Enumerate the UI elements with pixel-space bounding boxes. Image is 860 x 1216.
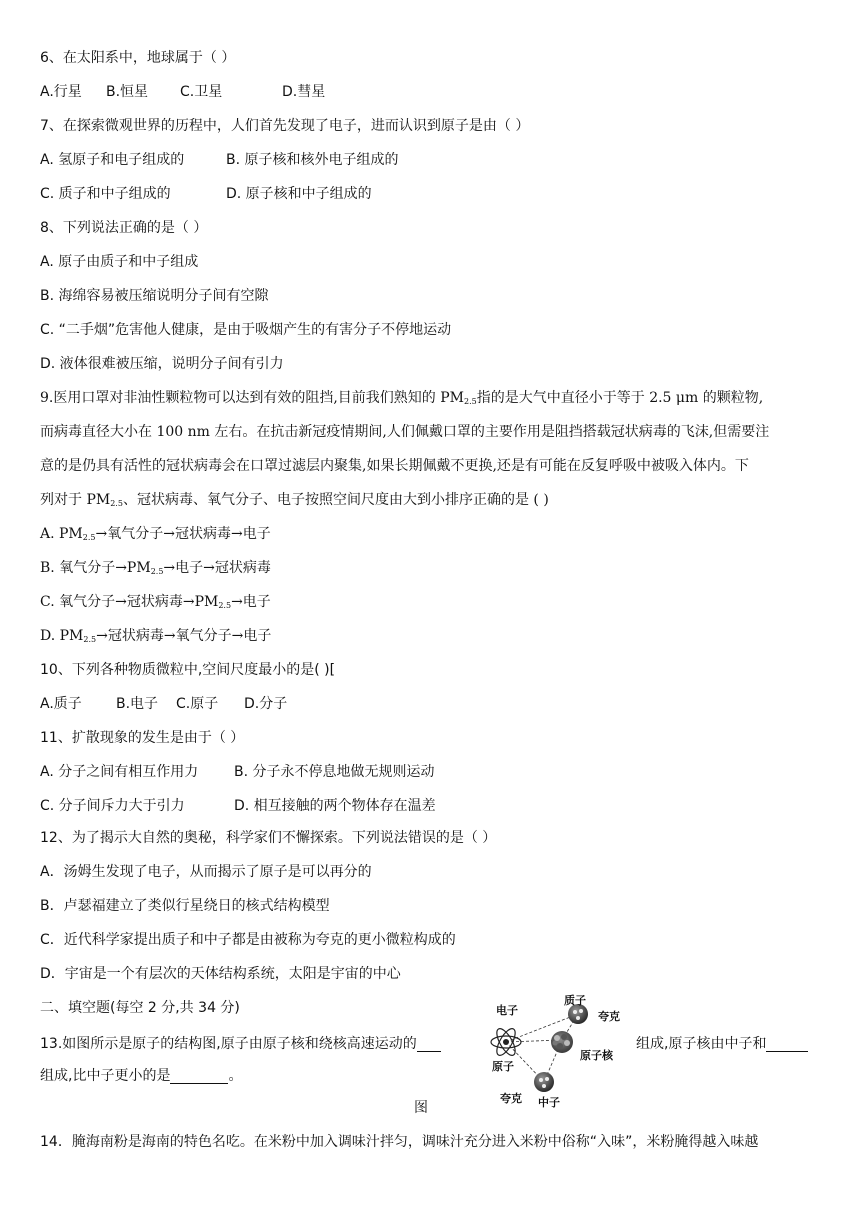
label-neutron: 中子 [538, 1096, 560, 1109]
q9-option-c-text: C. 氧气分子→冠状病毒→PM [40, 594, 219, 610]
q9-option-b-text: B. 氧气分子→PM [40, 560, 151, 576]
q6-stem: 6、在太阳系中，地球属于（ ） [40, 50, 236, 66]
neutron-icon [534, 1072, 554, 1092]
figure-caption: 图 [414, 1100, 428, 1116]
q6-option-b: B.恒星 [106, 84, 149, 100]
q13-line-2 [40, 1066, 242, 1086]
q6-option-d: D.彗星 [282, 84, 326, 100]
q11-option-b: B. 分子永不停息地做无规则运动 [234, 764, 435, 780]
q9-option-d [40, 626, 271, 646]
q11-option-d: D. 相互接触的两个物体存在温差 [234, 798, 436, 814]
q9-option-b-rest: →电子→冠状病毒 [163, 560, 271, 576]
q9-option-a-rest: →氧气分子→冠状病毒→电子 [95, 526, 271, 542]
q9-option-d-sub: 2.5 [83, 635, 97, 644]
q9-line-3: 意的是仍具有活性的冠状病毒会在口罩过滤层内聚集,如果长期佩戴不更换,还是有可能在反复呼吸中被吸入体内。下 [40, 458, 749, 474]
q13-blank-1[interactable] [417, 1035, 441, 1052]
q9-line-1 [40, 388, 763, 408]
q9-line1-b: 指的是大气中直径小于等于 2.5 μm 的颗粒物, [476, 390, 764, 406]
q9-option-a-sub: 2.5 [82, 533, 96, 542]
section-2-heading: 二、填空题(每空 2 分,共 34 分) [40, 1000, 240, 1016]
q8-option-a: A. 原子由质子和中子组成 [40, 254, 199, 270]
q7-option-a: A. 氢原子和电子组成的 [40, 152, 185, 168]
q7-option-c: C. 质子和中子组成的 [40, 186, 171, 202]
q9-option-b [40, 558, 271, 578]
label-quark-bottom: 夸克 [500, 1092, 522, 1105]
q13-text-c: 组成,比中子更小的是 [40, 1068, 171, 1084]
label-nucleus: 原子核 [580, 1049, 613, 1062]
q13-line-1-right [636, 1034, 808, 1054]
q13-text-b: 组成,原子核由中子和 [636, 1036, 767, 1052]
q9-line4-b: 、冠状病毒、氧气分子、电子按照空间尺度由大到小排序正确的是 ( ) [122, 492, 549, 508]
q6-option-c: C.卫星 [180, 84, 223, 100]
q13-blank-2[interactable] [766, 1035, 808, 1052]
q9-line4-a: 列对于 PM [40, 492, 111, 508]
q12-option-b: B．卢瑟福建立了类似行星绕日的核式结构模型 [40, 898, 330, 914]
q9-option-a [40, 524, 271, 544]
q13-text-a: 13.如图所示是原子的结构图,原子由原子核和绕核高速运动的 [40, 1036, 417, 1052]
q8-option-c: C. “二手烟”危害他人健康，是由于吸烟产生的有害分子不停地运动 [40, 322, 452, 338]
q8-option-b: B. 海绵容易被压缩说明分子间有空隙 [40, 288, 269, 304]
q10-option-c: C.原子 [176, 696, 219, 712]
q9-option-b-sub: 2.5 [150, 567, 164, 576]
q8-stem: 8、下列说法正确的是（ ） [40, 220, 208, 236]
q12-option-a: A．汤姆生发现了电子，从而揭示了原子是可以再分的 [40, 864, 372, 880]
q7-stem: 7、在探索微观世界的历程中，人们首先发现了电子，进而认识到原子是由（ ） [40, 118, 530, 134]
q14-text: 14．腌海南粉是海南的特色名吃。在米粉中加入调味汁拌匀，调味汁充分进入米粉中俗称“入味”，米粉腌得越入味越 [40, 1134, 759, 1150]
q10-option-d: D.分子 [244, 696, 288, 712]
q9-line4-sub: 2.5 [110, 499, 123, 508]
q9-option-a-text: A. PM [40, 526, 83, 542]
q12-option-d: D．宇宙是一个有层次的天体结构系统，太阳是宇宙的中心 [40, 966, 401, 982]
q7-option-d: D. 原子核和中子组成的 [226, 186, 372, 202]
q11-option-a: A. 分子之间有相互作用力 [40, 764, 199, 780]
label-quark-top: 夸克 [598, 1010, 620, 1023]
q13-text-d: 。 [228, 1068, 243, 1084]
q9-option-d-text: D. PM [40, 628, 84, 644]
q10-stem: 10、下列各种物质微粒中,空间尺度最小的是( )[ [40, 662, 336, 678]
q11-option-c: C. 分子间斥力大于引力 [40, 798, 185, 814]
q10-option-a: A.质子 [40, 696, 82, 712]
q12-option-c: C．近代科学家提出质子和中子都是由被称为夸克的更小微粒构成的 [40, 932, 456, 948]
q9-line-2: 而病毒直径大小在 100 nm 左右。在抗击新冠疫情期间,人们佩戴口罩的主要作用是阻挡搭载冠状病毒的飞沫,但需要注 [40, 424, 770, 440]
q12-stem: 12、为了揭示大自然的奥秘，科学家们不懈探索。下列说法错误的是（ ） [40, 830, 497, 846]
q9-line-4 [40, 490, 549, 510]
atom-structure-figure [462, 992, 638, 1112]
q9-option-c-sub: 2.5 [218, 601, 232, 610]
label-electron: 电子 [496, 1004, 518, 1017]
q9-line1-sub: 2.5 [464, 397, 477, 406]
q8-option-d: D. 液体很难被压缩，说明分子间有引力 [40, 356, 284, 372]
label-proton: 质子 [564, 994, 586, 1007]
q13-line-1 [40, 1034, 441, 1054]
q9-option-c [40, 592, 271, 612]
q6-option-a: A.行星 [40, 84, 82, 100]
q11-stem: 11、扩散现象的发生是由于（ ） [40, 730, 245, 746]
q9-option-c-rest: →电子 [231, 594, 271, 610]
proton-icon [568, 1004, 588, 1024]
q13-blank-3[interactable] [170, 1067, 228, 1084]
nucleus-icon [551, 1031, 573, 1053]
q9-line1-a: 9.医用口罩对非油性颗粒物可以达到有效的阻挡,目前我们熟知的 PM [40, 390, 465, 406]
q9-option-d-rest: →冠状病毒→氧气分子→电子 [96, 628, 272, 644]
label-atom: 原子 [492, 1060, 514, 1073]
q10-option-b: B.电子 [116, 696, 159, 712]
q7-option-b: B. 原子核和核外电子组成的 [226, 152, 399, 168]
